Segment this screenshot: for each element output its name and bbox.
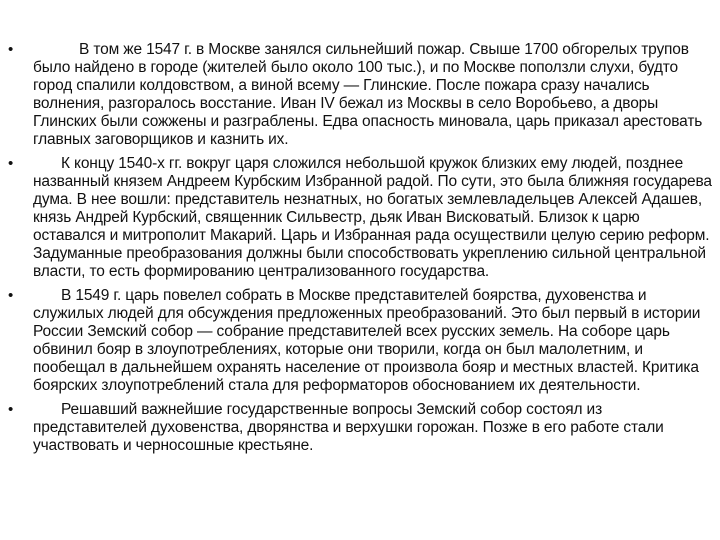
bullet-dot-icon: • [8,401,14,418]
bullet-list [8,41,712,461]
bullet-item-moscow-fire [8,41,712,149]
bullet-item-chosen-council [8,155,712,281]
bullet-item-zemsky-sobor [8,287,712,395]
bullet-item-sobor-composition [8,401,712,455]
paragraph-text: В том же 1547 г. в Москве занялся сильнейший пожар. Свыше 1700 обгорелых трупов было найдено в городе (жителей было около 100 тыс.), и по Москве поползли слухи, будто город спалили колдовством, а виной всему — Глинские. После пожара сразу начались волнения, разгоралось восстание. Иван IV бежал из Москвы в село Воробьево, а дворы Глинских были сожжены и разграблены. Едва опасность миновала, царь приказал арестовать главных заговорщиков и казнить их. [33,41,703,148]
paragraph-text: В 1549 г. царь повелел собрать в Москве представителей боярства, духовенства и служилых людей для обсуждения предложенных преобразований. Это был первый в истории России Земский собор — собрание представителей всех русских земель. На соборе царь обвинил бояр в злоупотреблениях, которые они творили, когда он был малолетним, и пообещал в дальнейшем охранять население от произвола бояр и местных властей. Критика боярских злоупотреблений стала для реформаторов обоснованием их деятельности. [33,287,701,394]
bullet-dot-icon: • [8,41,14,58]
bullet-dot-icon: • [8,155,14,172]
paragraph-text: Решавший важнейшие государственные вопросы Земский собор состоял из представителей духовенства, дворянства и верхушки горожан. Позже в его работе стали участвовать и черносошные крестьяне. [33,401,664,454]
bullet-dot-icon: • [8,287,14,304]
paragraph-text: К концу 1540-х гг. вокруг царя сложился небольшой кружок близких ему людей, позднее названный князем Андреем Курбским Избранной радой. По сути, это была ближняя государева дума. В нее вошли: представитель незнатных, но богатых землевладельцев Алексей Адашев, князь Андрей Курбский, священник Сильвестр, дьяк Иван Висковатый. Близок к царю оставался и митрополит Макарий. Царь и Избранная рада осуществили целую серию реформ. Задуманные преобразования должны были способствовать укреплению сильной центральной власти, то есть формированию централизованного государства. [33,155,712,280]
